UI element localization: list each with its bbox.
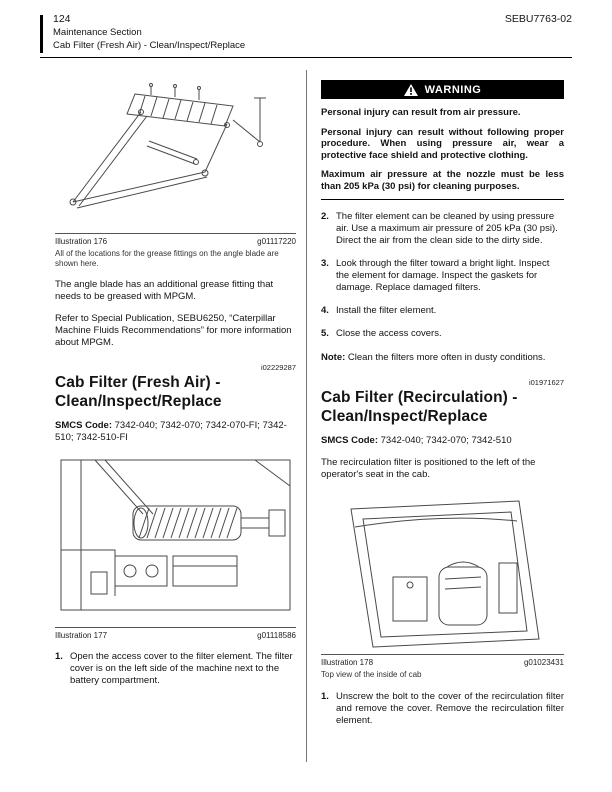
step-text: Open the access cover to the filter element. The filter cover is on the left side of the machine next to the battery compartment. <box>70 651 293 686</box>
header-left-block <box>53 13 245 52</box>
procedure-step <box>55 651 296 687</box>
header-left-bar <box>40 15 43 53</box>
figure-description: All of the locations for the grease fittings on the angle blade are shown here. <box>55 249 279 268</box>
warning-title-bar <box>321 80 564 99</box>
figure-description: Top view of the inside of cab <box>321 670 422 679</box>
note <box>321 352 564 364</box>
smcs-code <box>321 435 564 447</box>
step-text: Look through the filter toward a bright light. Inspect the element for damage. Inspect the gaskets for damage. Replace damaged filters. <box>336 258 550 293</box>
column-divider <box>306 70 307 762</box>
right-column <box>321 70 564 727</box>
paragraph: The recirculation filter is positioned to the left of the operator's seat in the cab. <box>321 457 536 480</box>
note-text: Clean the filters more often in dusty conditions. <box>347 352 546 363</box>
paragraph: Refer to Special Publication, SEBU6250, “Caterpillar Machine Fluids Recommendations” for more information about MPGM. <box>55 313 292 348</box>
smcs-value: 7342-040; 7342-070; 7342-070-FI; 7342-510; 7342-510-FI <box>55 420 287 443</box>
illustration-176 <box>55 80 296 269</box>
warning-icon <box>404 84 418 96</box>
step-text: Unscrew the bolt to the cover of the recirculation filter and remove the cover. Remove the recirculation filter element. <box>336 691 564 726</box>
figure-label: Illustration 177 <box>55 631 108 640</box>
heading-line: Clean/Inspect/Replace <box>55 392 222 410</box>
illustration-178-drawing <box>321 493 549 651</box>
smcs-label: SMCS Code: <box>55 420 112 431</box>
procedure-step <box>321 211 564 247</box>
warning-paragraph: Personal injury can result from air pressure. <box>321 107 521 118</box>
heading-line: Cab Filter (Fresh Air) - <box>55 374 221 391</box>
step-number: 4. <box>321 305 329 316</box>
warning-box <box>321 80 564 200</box>
step-number: 3. <box>321 258 329 269</box>
procedure-step <box>321 328 564 340</box>
left-column <box>55 70 296 687</box>
figure-label: Illustration 178 <box>321 658 374 667</box>
procedure-step <box>321 691 564 727</box>
smcs-code <box>55 420 296 444</box>
figure-code: g01117220 <box>257 237 296 246</box>
note-label: Note: <box>321 352 346 363</box>
heading-line: Clean/Inspect/Replace <box>321 407 488 425</box>
figure-code: g01023431 <box>523 658 564 667</box>
document-code: SEBU7763-02 <box>504 13 572 25</box>
step-number: 2. <box>321 211 329 222</box>
header-subsection: Cab Filter (Fresh Air) - Clean/Inspect/Replace <box>53 40 246 51</box>
smcs-label: SMCS Code: <box>321 435 378 446</box>
warning-title: WARNING <box>424 83 482 96</box>
warning-paragraph: Personal injury can result without following proper procedure. When using pressure air, wear a protective face shield and protective clothing. <box>321 126 564 161</box>
procedure-step <box>321 258 564 294</box>
figure-label: Illustration 176 <box>55 237 108 246</box>
figure-code: g01118586 <box>257 631 296 640</box>
step-number: 1. <box>321 691 329 702</box>
step-text: The filter element can be cleaned by using pressure air. Use a maximum air pressure of 205 kPa (30 psi). Direct the air from the clean side to the dirty side. <box>336 211 558 246</box>
figure-rule <box>55 233 296 234</box>
paragraph: The angle blade has an additional grease fitting that needs to be greased with MPGM. <box>55 279 274 302</box>
step-text: Close the access covers. <box>336 328 442 339</box>
article-id: i01971627 <box>528 378 564 387</box>
illustration-178 <box>321 493 564 680</box>
heading-line: Cab Filter (Recirculation) - <box>321 389 518 406</box>
procedure-step <box>321 305 564 317</box>
page-number: 124 <box>53 13 71 25</box>
illustration-177 <box>55 456 296 640</box>
section-heading <box>321 389 564 426</box>
warning-paragraph: Maximum air pressure at the nozzle must be less than 205 kPa (30 psi) for cleaning purposes. <box>321 169 564 192</box>
header-section: Maintenance Section <box>53 27 142 38</box>
figure-rule <box>321 654 564 655</box>
step-number: 5. <box>321 328 329 339</box>
illustration-176-drawing <box>55 80 296 230</box>
step-text: Install the filter element. <box>336 305 437 316</box>
article-id: i02229287 <box>260 363 296 372</box>
step-number: 1. <box>55 651 63 662</box>
illustration-177-drawing <box>55 456 296 624</box>
section-heading <box>55 374 296 411</box>
figure-rule <box>55 627 296 628</box>
smcs-value: 7342-040; 7342-070; 7342-510 <box>380 435 512 446</box>
header-rule <box>40 57 572 58</box>
